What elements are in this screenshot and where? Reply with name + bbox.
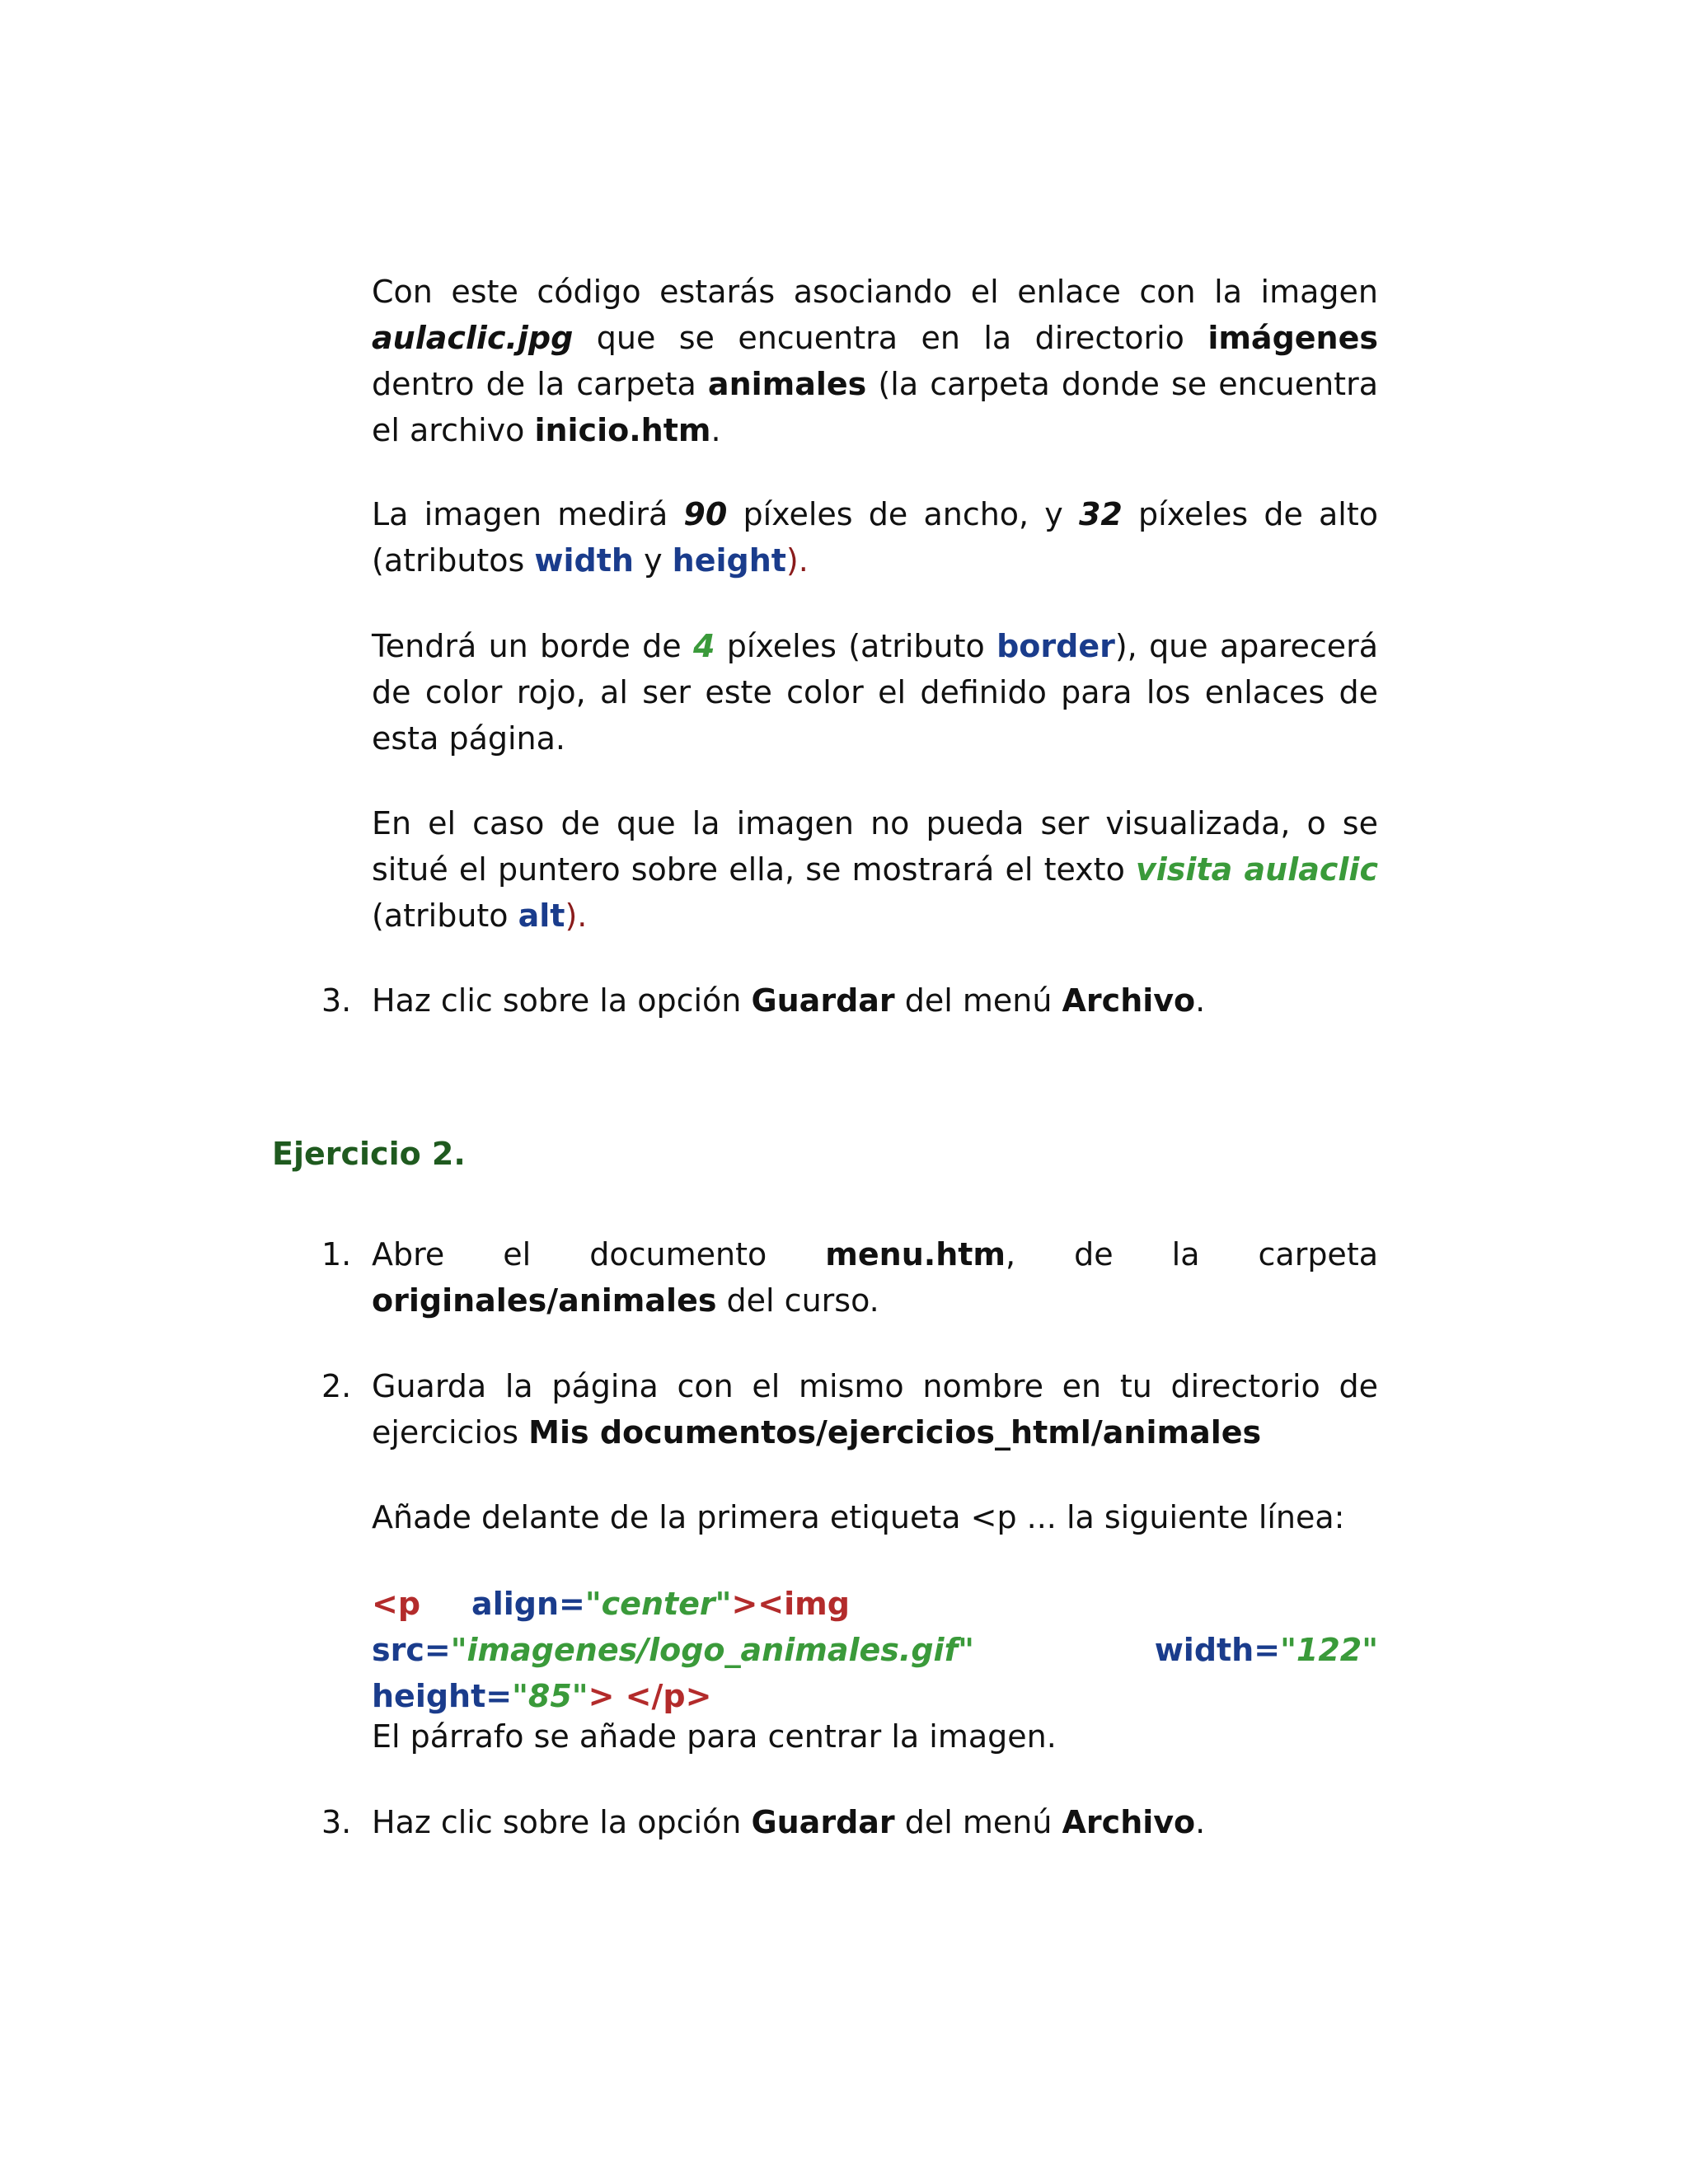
border-value: 4	[693, 628, 715, 664]
text: píxeles de alto (atributos	[372, 496, 1379, 579]
alt-text-value: visita aulaclic	[1135, 851, 1378, 888]
text: ).	[785, 542, 809, 579]
text: ).	[565, 898, 588, 934]
filename: menu.htm	[825, 1236, 1006, 1272]
paragraph-image-size	[372, 491, 1378, 583]
paragraph-note: El párrafo se añade para centrar la imagen.	[372, 1718, 1057, 1755]
text: que se encuentra en la directorio	[573, 320, 1208, 356]
list-number: 3.	[321, 1804, 352, 1840]
folder-name: originales/animales	[372, 1282, 717, 1319]
text: Abre el documento	[372, 1236, 826, 1272]
list-item	[372, 1231, 1378, 1324]
paragraph-alt	[372, 800, 1378, 939]
list-item	[372, 1799, 1378, 1845]
code-value: "imagenes/logo_animales.gif"	[450, 1632, 974, 1668]
filename: aulaclic.jpg	[372, 320, 574, 356]
code-attribute: align=	[471, 1586, 585, 1622]
list-number: 1.	[321, 1236, 352, 1272]
attribute-name: border	[996, 628, 1115, 664]
text: La imagen medirá	[372, 496, 684, 532]
text: y	[633, 542, 673, 579]
paragraph-border	[372, 623, 1378, 762]
filename: inicio.htm	[534, 412, 711, 448]
code-tag: ><img	[731, 1586, 850, 1622]
code-value: "center"	[584, 1586, 732, 1622]
menu-name: Archivo	[1062, 1804, 1196, 1840]
text: Tendrá un borde de	[372, 628, 694, 664]
text: En el caso de que la imagen no pueda ser visualizada, o se situé el puntero sobre ella, se mostrará el texto	[372, 805, 1378, 888]
paragraph-instruction: Añade delante de la primera etiqueta <p ... la siguiente línea:	[372, 1499, 1345, 1535]
text: del menú	[894, 1804, 1062, 1840]
text: ), que aparecerá de color rojo, al ser este color el definido para los enlaces de esta página.	[372, 628, 1379, 757]
code-tag: <p	[372, 1586, 421, 1622]
text: Haz clic sobre la opción	[372, 1804, 752, 1840]
text: píxeles de ancho, y	[727, 496, 1079, 532]
text: del curso.	[716, 1282, 879, 1319]
directory-name: imágenes	[1207, 320, 1378, 356]
text: .	[710, 412, 721, 448]
menu-name: Archivo	[1062, 982, 1196, 1019]
text: .	[1195, 1804, 1206, 1840]
list-item	[372, 1363, 1378, 1455]
text: del menú	[894, 982, 1062, 1019]
text: dentro de la carpeta	[372, 366, 708, 402]
folder-name: animales	[707, 366, 867, 402]
text: Con este código estarás asociando el enlace con la imagen	[372, 274, 1378, 310]
code-value: "85"	[512, 1678, 588, 1714]
section-heading: Ejercicio 2.	[272, 1136, 466, 1172]
option-name: Guardar	[751, 1804, 895, 1840]
code-attribute: src=	[372, 1632, 451, 1668]
list-number: 3.	[321, 982, 352, 1019]
text: píxeles (atributo	[715, 628, 997, 664]
code-attribute: width=	[1154, 1632, 1281, 1668]
code-tag: > </p>	[588, 1678, 712, 1714]
code-value: "122"	[1280, 1632, 1378, 1668]
directory-path: Mis documentos/ejercicios_html/animales	[528, 1414, 1262, 1451]
list-number: 2.	[321, 1368, 352, 1404]
text: , de la carpeta	[1006, 1236, 1378, 1272]
option-name: Guardar	[751, 982, 895, 1019]
height-value: 32	[1078, 496, 1123, 532]
paragraph-image-link	[372, 269, 1378, 453]
width-value: 90	[683, 496, 728, 532]
list-item	[372, 977, 1378, 1024]
text: (atributo	[372, 898, 518, 934]
text: Haz clic sobre la opción	[372, 982, 752, 1019]
text: (la carpeta donde se encuentra el archivo	[372, 366, 1378, 448]
code-attribute: height=	[372, 1678, 513, 1714]
attribute-name: alt	[518, 898, 565, 934]
attribute-name: width	[534, 542, 634, 579]
text: Guarda la página con el mismo nombre en tu directorio de ejercicios	[372, 1368, 1378, 1451]
attribute-name: height	[672, 542, 786, 579]
code-snippet	[372, 1581, 1378, 1719]
text: .	[1195, 982, 1206, 1019]
